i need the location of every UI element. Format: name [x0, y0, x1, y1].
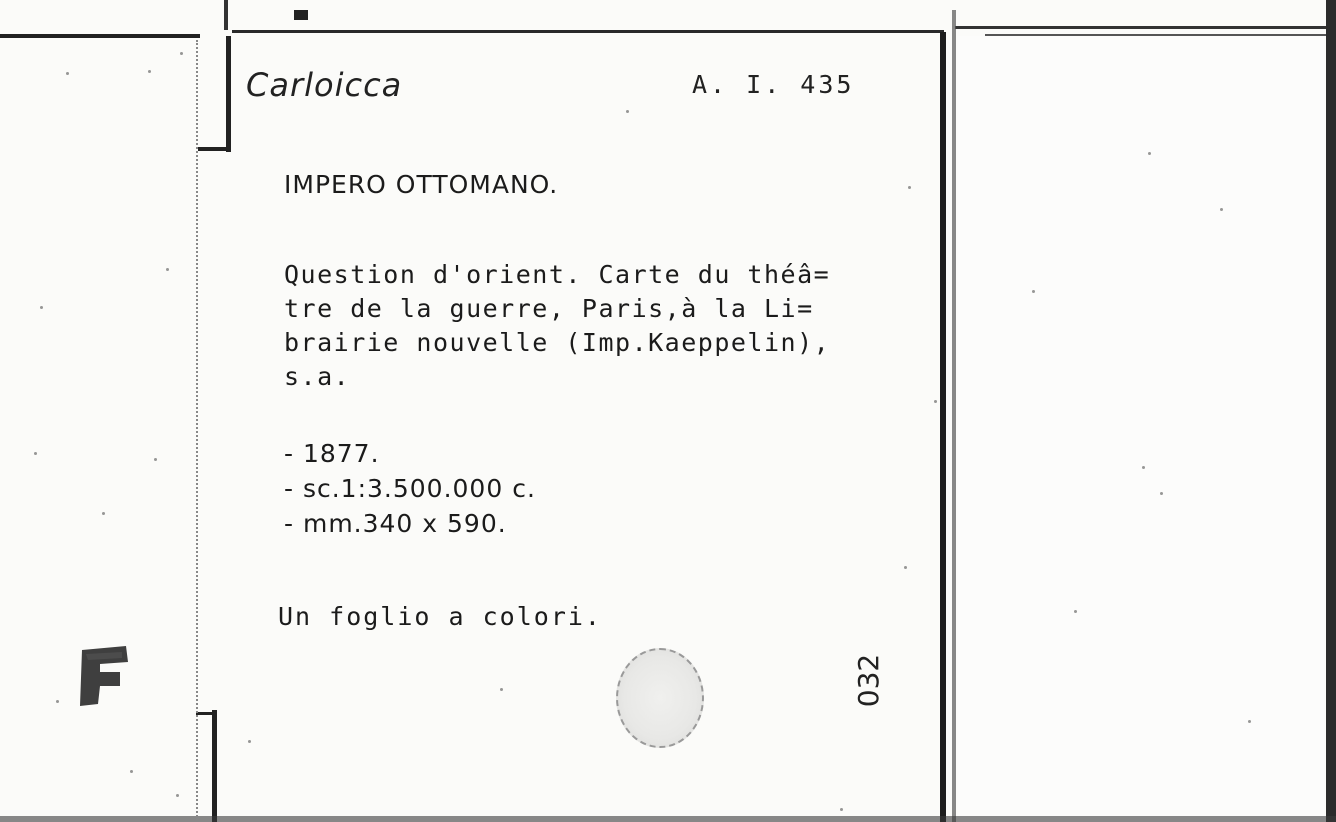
noise-dot — [500, 688, 503, 691]
noise-dot — [1248, 720, 1251, 723]
fold-line — [196, 40, 198, 820]
left-card-top-edge — [0, 34, 200, 38]
right-card-top-edge — [955, 26, 1336, 29]
noise-dot — [166, 268, 169, 271]
bottom-bracket-horizontal — [196, 712, 216, 715]
shelfmark: A. I. 435 — [692, 70, 855, 99]
card-top-mark — [294, 10, 308, 20]
subject-heading: IMPERO OTTOMANO. — [284, 170, 559, 199]
bottom-bracket-vertical — [212, 710, 217, 822]
right-card-top-edge-inner — [985, 34, 1335, 36]
noise-dot — [102, 512, 105, 515]
noise-dot — [180, 52, 183, 55]
noise-dot — [1220, 208, 1223, 211]
f-stamp-icon — [76, 646, 128, 706]
noise-dot — [1160, 492, 1163, 495]
noise-dot — [904, 566, 907, 569]
noise-dot — [1142, 466, 1145, 469]
card-right-edge — [940, 32, 946, 822]
top-bracket-vertical — [226, 36, 231, 152]
card-top-edge — [232, 30, 944, 33]
scan-right-border — [1326, 0, 1336, 822]
noise-dot — [34, 452, 37, 455]
noise-dot — [934, 400, 937, 403]
adjacent-card — [958, 36, 1324, 816]
noise-dot — [176, 794, 179, 797]
noise-dot — [154, 458, 157, 461]
noise-dot — [56, 700, 59, 703]
noise-dot — [840, 808, 843, 811]
noise-dot — [40, 306, 43, 309]
physical-notes: Un foglio a colori. — [278, 602, 602, 631]
noise-dot — [148, 70, 151, 73]
noise-dot — [1074, 610, 1077, 613]
top-bracket-horizontal — [198, 147, 230, 151]
adjacent-card-left-edge — [952, 10, 956, 822]
author-name: Carloicca — [246, 66, 403, 104]
card-number: 032 — [852, 653, 886, 708]
noise-dot — [248, 740, 251, 743]
card-tab-edge — [224, 0, 228, 30]
noise-dot — [66, 72, 69, 75]
punch-hole — [616, 648, 704, 748]
noise-dot — [130, 770, 133, 773]
noise-dot — [1032, 290, 1035, 293]
bibliographic-details: - 1877. - sc.1:3.500.000 c. - mm.340 x 590. — [284, 439, 536, 538]
noise-dot — [908, 186, 911, 189]
noise-dot — [1148, 152, 1151, 155]
title-description: Question d'orient. Carte du théâ= tre de la guerre, Paris,à la Li= brairie nouvelle (Imp.Kaeppelin), s.a. — [284, 260, 831, 391]
noise-dot — [626, 110, 629, 113]
scan-bottom-border — [0, 816, 1336, 822]
